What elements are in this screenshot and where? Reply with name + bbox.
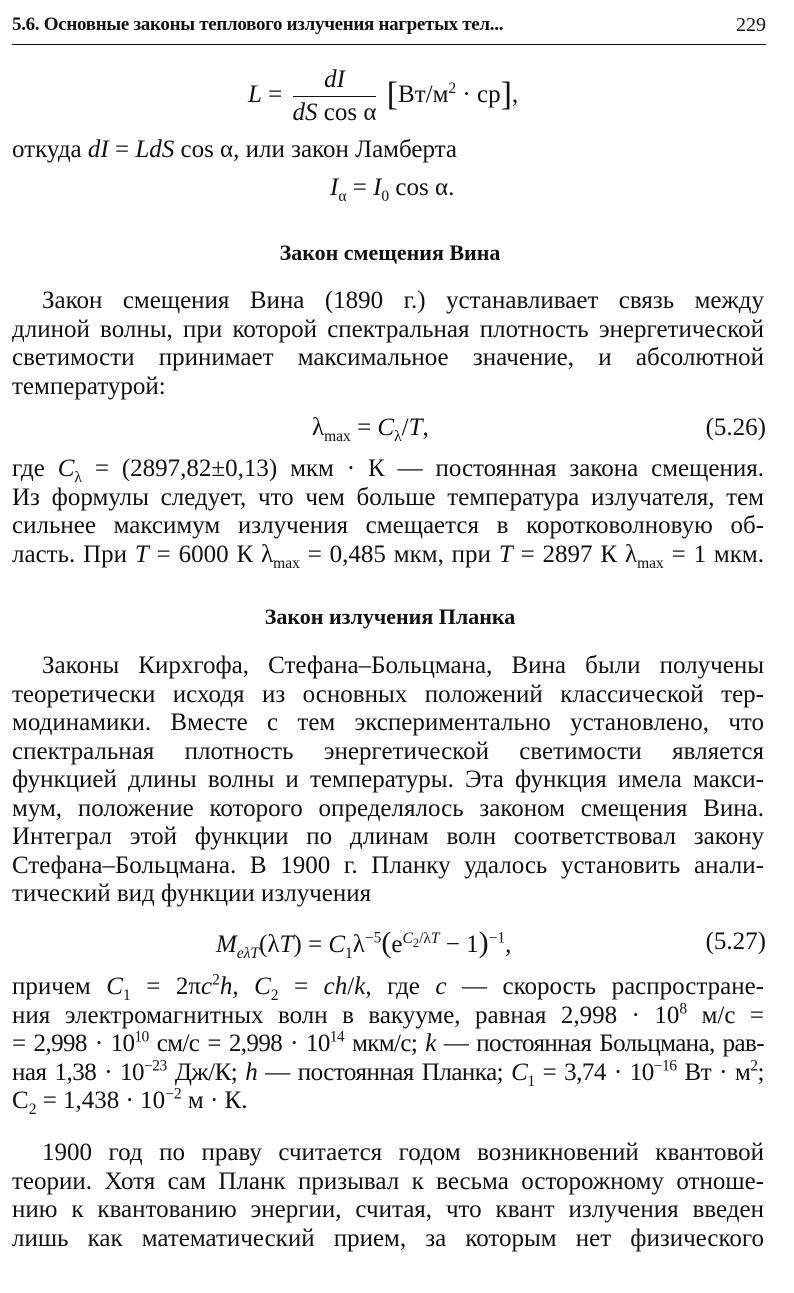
running-head [12,14,766,40]
planck-paragraph [12,652,764,909]
text-line: мум, положение которого определялось законом смещения Вина. [12,794,764,822]
text-line: Закон смещения Вина (1890 г.) устанавливает связь между [42,287,764,314]
wien-paragraph [12,287,764,401]
text-line: теоретически исходя из основных положений классической тер- [12,680,764,708]
text-line: модинамики. Вместе с тем экспериментально установлено, что [12,709,764,736]
luminance-fraction: $\frac{dI}{\text{dS cos α}}$ [292,66,377,126]
section-title: 5.6. Основные законы теплового излучения нагретых тел... [12,14,504,35]
equation-number-5-27: (5.27) [705,928,766,955]
text-line: Из формулы следует, что чем больше температура излучателя, тем [12,483,764,511]
text-line: нию к квантованию энергии, считая, что квант излучения введен [12,1196,764,1223]
text-line: температурой: [12,372,166,400]
text-line: лишь как математический прием, за которым нет физического [12,1224,764,1252]
text-line: сильнее максимум излучения смещается в коротковолновую об- [12,512,764,539]
text-line: Стефана–Больцмана. В 1900 г. Планку удалось установить анали- [12,851,764,879]
lambert-intro: откуда dI = LdS cos α, или закон Ламберта [12,136,457,163]
planck-formula: $M_{e\lambda T}(\lambda T) = C_1\lambda^{-5}(e^{C_2/\lambda T} - 1)^{-1}$, [216,926,512,962]
luminance-formula: L = $\frac{dI}{\text{dS cos α}}$ $[Вт/м^2 \cdot ср]$, [248,66,519,126]
wien-formula: $\lambda_{max} = C_\lambda/T$, [312,414,429,445]
text-line: спектральная плотность энергетической светимости является [12,737,764,765]
text-line: длиной волны, при которой спектральная плотность энергетической [12,315,764,343]
wien-explanation: где $C_\lambda = (2897,82\pm 0,13)$ мкм · К — постоянная закона смещения. Из формулы следует, что чем больше температура излучателя, тем сильнее максимум излучения смещается в коротковолновую об- ласть. При T = 6000 К $\lambda_{max} = 0,485$ мкм, при T = 2897 К $\lambda_{max} = 1$ мкм. [12,455,765,572]
text-line: функцией длины волны и температуры. Эта функция имела макси- [12,766,764,793]
heading-wien: Закон смещения Вина [279,240,501,265]
page-number: 229 [736,14,766,36]
text-line: теории. Хотя сам Планк призывал к весьма осторожному отноше- [12,1167,764,1195]
lambert-formula: $I_\alpha = I_0$ cos α. [330,174,455,205]
equation-number-5-26: (5.26) [705,414,766,441]
text-line: тический вид функции излучения [12,880,372,907]
text-line: Законы Кирхгофа, Стефана–Больцмана, Вина были получены [42,652,764,679]
final-paragraph [12,1139,764,1253]
text-line: светимости принимает максимальное значение, и абсолютной [12,344,764,371]
header-rule [12,44,766,45]
text-line: Интеграл этой функции по длинам волн соответствовал закону [12,823,764,850]
planck-explanation: причем $C_1 = 2\pi c^2h$, $C_2 = ch/k$, где c — скорость распростране- ния электромагнитных волн в вакууме, равная $2,998 \cdot 10^8$ м/с = = $2,998 \cdot 10^{10}$ $см/с = 2,998 \cdot 10^{14}$ мкм/с; k — постоянная Больцмана, рав- ная $1,38 \cdot 10^{-23}$ Дж/К; h — постоянная Планка; $C_1 = 3,74 \cdot 10^{-16}$ Вт · $м^2$; $C_2 = 1,438 \cdot 10^{-2}$ м · К. [12,971,765,1118]
heading-planck: Закон излучения Планка [264,604,516,629]
text-line: 1900 год по праву считается годом возникновений квантовой [42,1139,764,1166]
